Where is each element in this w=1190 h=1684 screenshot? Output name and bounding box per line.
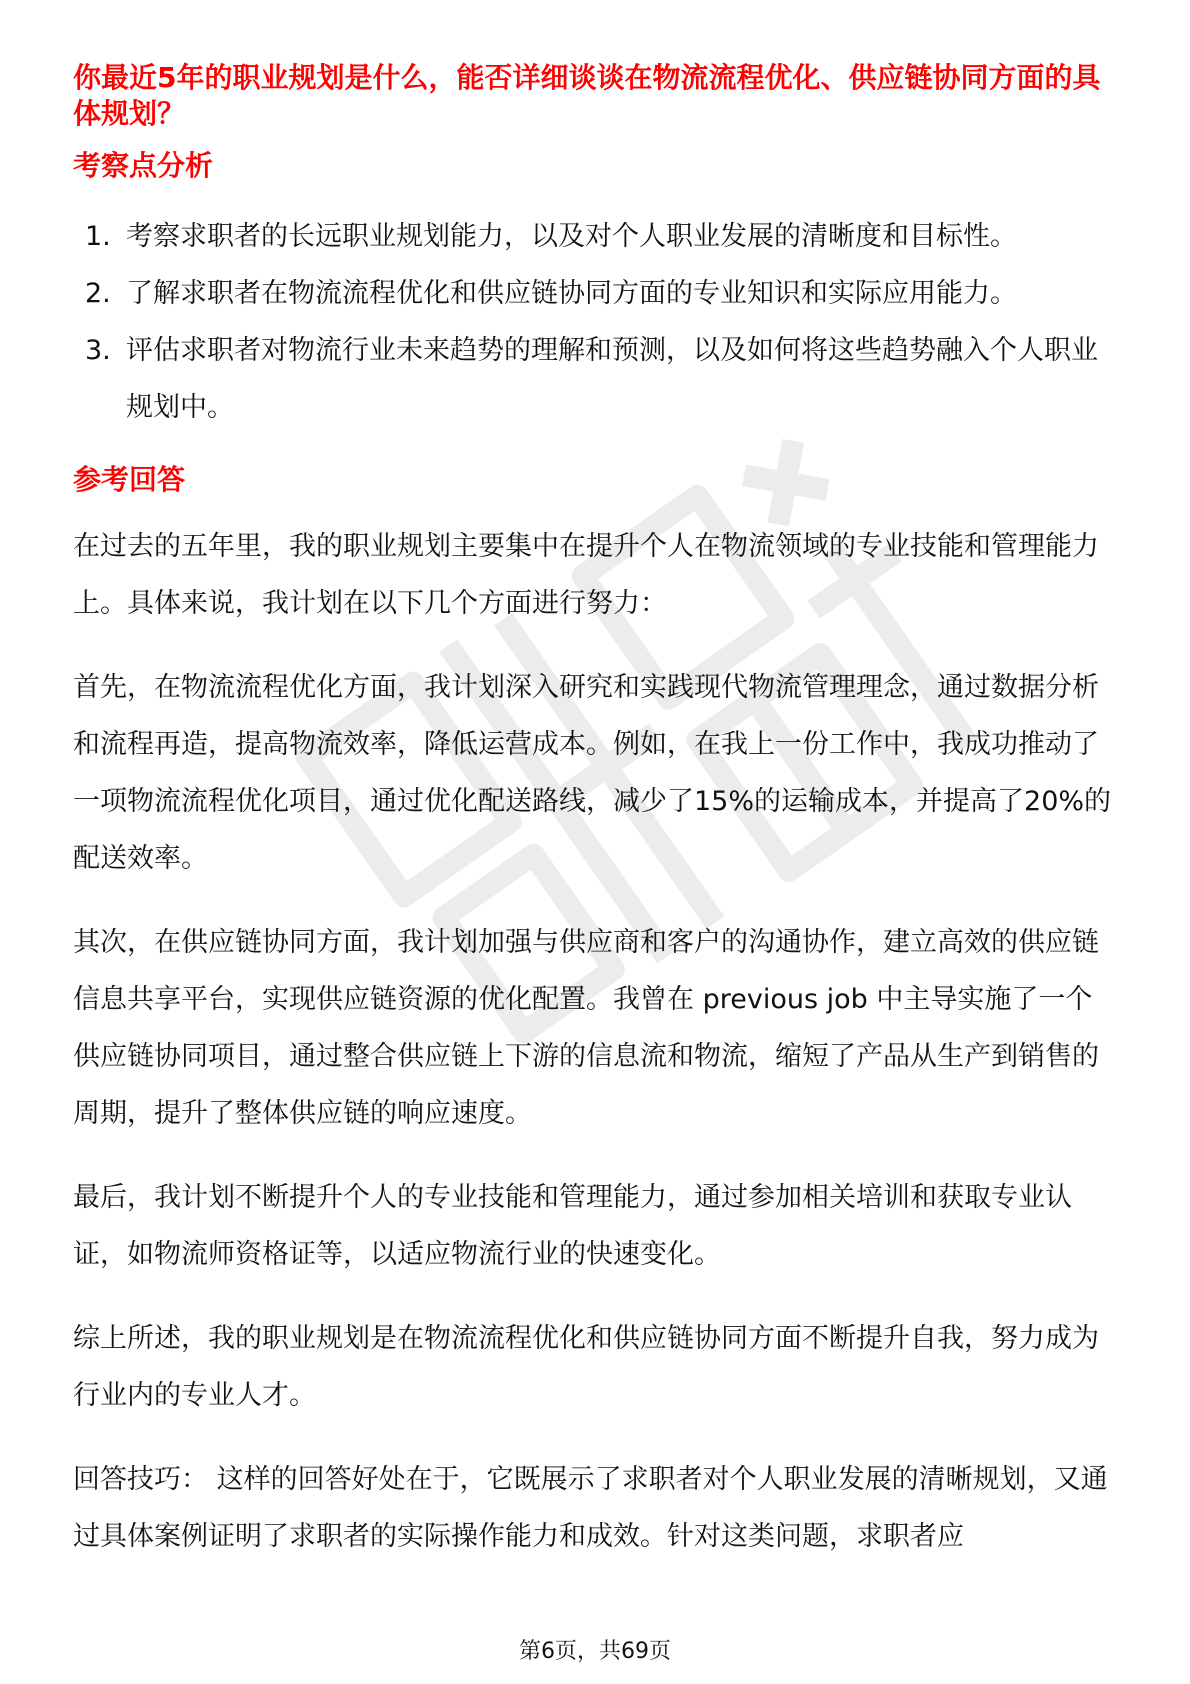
- answer-paragraph: 在过去的五年里，我的职业规划主要集中在提升个人在物流领域的专业技能和管理能力上。具体来说，我计划在以下几个方面进行努力：: [73, 531, 1099, 619]
- answer-paragraph: 综上所述，我的职业规划是在物流流程优化和供应链协同方面不断提升自我，努力成为行业内的专业人才。: [73, 1323, 1099, 1411]
- question-heading: 你最近5年的职业规划是什么，能否详细谈谈在物流流程优化、供应链协同方面的具体规划？: [73, 61, 1101, 130]
- analysis-point-text: 评估求职者对物流行业未来趋势的理解和预测，以及如何将这些趋势融入个人职业规划中。: [126, 335, 1098, 423]
- answer-paragraph: 其次，在供应链协同方面，我计划加强与供应商和客户的沟通协作，建立高效的供应链信息共享平台，实现供应链资源的优化配置。我曾在 previous job 中主导实施了一个供应链协同项目，通过整合供应链上下游的信息流和物流，缩短了产品从生产到销售的周期，提升了整体供应链的响应速度。: [73, 927, 1099, 1129]
- answer-section-title: 参考回答: [73, 463, 186, 496]
- list-number: 3.: [85, 335, 111, 366]
- list-number: 2.: [85, 278, 111, 309]
- document-body: [73, 60, 1118, 1565]
- analysis-point-text: 考察求职者的长远职业规划能力，以及对个人职业发展的清晰度和目标性。: [126, 221, 1017, 252]
- answer-tips-paragraph: 回答技巧： 这样的回答好处在于，它既展示了求职者对个人职业发展的清晰规划，又通过具体案例证明了求职者的实际操作能力和成效。针对这类问题，求职者应: [73, 1464, 1108, 1552]
- answer-paragraph: 首先，在物流流程优化方面，我计划深入研究和实践现代物流管理理念，通过数据分析和流程再造，提高物流效率，降低运营成本。例如，在我上一份工作中，我成功推动了一项物流流程优化项目，通过优化配送路线，减少了15%的运输成本，并提高了20%的配送效率。: [73, 672, 1112, 874]
- answer-paragraph: 最后，我计划不断提升个人的专业技能和管理能力，通过参加相关培训和获取专业认证，如物流师资格证等，以适应物流行业的快速变化。: [73, 1182, 1072, 1270]
- list-number: 1.: [85, 221, 111, 252]
- analysis-point: [73, 265, 1118, 322]
- analysis-point: [73, 322, 1118, 436]
- analysis-section-title: 考察点分析: [73, 149, 214, 182]
- analysis-points-list: [73, 208, 1118, 436]
- analysis-point: [73, 208, 1118, 265]
- page-number-footer: 第6页，共69页: [519, 1639, 671, 1664]
- analysis-point-text: 了解求职者在物流流程优化和供应链协同方面的专业知识和实际应用能力。: [126, 278, 1017, 309]
